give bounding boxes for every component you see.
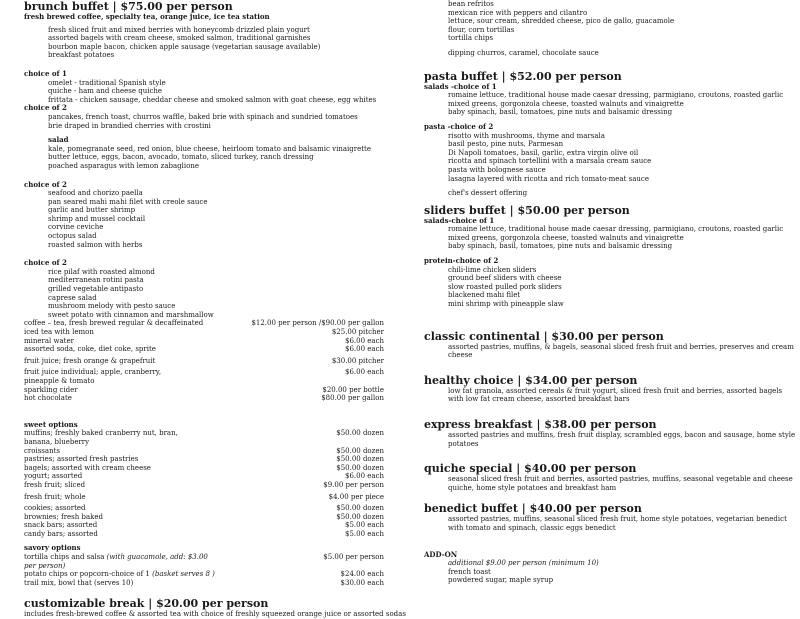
item-price: $20.00 per bottle (322, 385, 384, 394)
list-item: mini shrimp with pineapple slaw (448, 300, 564, 309)
list-item: butter lettuce, eggs, bacon, avocado, tomato, sliced turkey, ranch dressing (48, 153, 314, 162)
table-row (24, 521, 384, 530)
table-row (24, 386, 384, 395)
list-item: powdered sugar, maple syrup (448, 576, 554, 585)
item-label: trail mix, bowl that (serves 10) (24, 578, 134, 587)
table-row (24, 447, 384, 456)
item-price: $30.00 pitcher (331, 356, 384, 365)
list-item: roasted salmon with herbs (48, 240, 143, 249)
item-name: coffee – tea, fresh brewed regular & decaffeinated (24, 319, 204, 328)
sliders-salads-heading: salads-choice of 1 (424, 215, 495, 225)
item-price: $6.00 each (344, 472, 384, 481)
quiche-title: quiche special | $40.00 per person (424, 462, 637, 476)
table-row (24, 481, 384, 490)
list-item: shrimp and mussel cocktail (48, 214, 146, 223)
item-price: $6.00 each (344, 345, 384, 354)
item-name: iced tea with lemon (24, 328, 94, 336)
item-name: fresh fruit; whole (24, 492, 86, 501)
item-note: (with guacamole, add: $3.00 per person) (24, 553, 208, 570)
custom-break-title: customizable break | $20.00 per person (24, 597, 269, 611)
choice2a-list (24, 113, 384, 130)
sliders-protein-heading: protein-choice of 2 (424, 256, 499, 266)
item-name: snack bars; assorted (24, 521, 98, 530)
item-name: yogurt; assorted (24, 472, 83, 481)
item-name (24, 553, 219, 570)
item-name (24, 570, 333, 579)
list-item: kale, pomegranate seed, red onion, blue cheese, heirloom tomato and balsamic vinaigrette (48, 144, 371, 153)
continental-desc: assorted pastries, muffins, & bagels, seasonal sliced fresh fruit and berries, preserves and cream cheese (448, 342, 794, 360)
list-item: seafood and chorizo paella (48, 189, 143, 198)
item-price: $80.00 per gallon (321, 394, 384, 403)
table-row (24, 553, 384, 570)
choice2b-heading: choice of 2 (24, 179, 67, 189)
brunch-intro-list (24, 26, 384, 60)
list-item: garlic and butter shrimp (48, 206, 136, 215)
list-item: ground beef sliders with cheese (448, 274, 562, 283)
pasta-salads-list (424, 91, 796, 117)
list-item: pasta with bolognese sauce (448, 165, 546, 174)
table-row (24, 504, 384, 513)
item-price: $24.00 each (340, 570, 384, 579)
item-label: tortilla chips and salsa (24, 553, 105, 562)
list-item: mixed greens, gorgonzola cheese, toasted walnuts and vinaigrette (448, 99, 684, 108)
item-price: $50.00 dozen (336, 512, 384, 521)
item-name: croissants (24, 446, 60, 455)
list-item: romaine lettuce, traditional house made caesar dressing, parmigiano, croutons, roasted garlic (448, 225, 784, 234)
table-row (24, 472, 384, 481)
list-item: romaine lettuce, traditional house made caesar dressing, parmigiano, croutons, roasted garlic (448, 91, 784, 100)
taco-list (424, 0, 796, 58)
custom-break-line: includes fresh-brewed coffee & assorted tea with choice of freshly squeezed orange juice or assorted sodas (24, 610, 406, 619)
item-price: $50.00 dozen (336, 455, 384, 464)
table-row (24, 513, 384, 522)
list-item: mushroom melody with pesto sauce (48, 302, 176, 311)
savory-heading: savory options (24, 543, 81, 553)
table-row (24, 328, 384, 337)
list-item: dipping churros, caramel, chocolate sauce (448, 48, 599, 57)
choice2a-heading: choice of 2 (24, 103, 67, 113)
salad-heading: salad (48, 135, 69, 145)
beverages-list (24, 319, 384, 402)
benedict-desc: assorted pastries, muffins, seasonal sliced fresh fruit, home style potatoes, vegetarian benedict with tomato and spinach, classic eggs benedict (448, 515, 787, 532)
table-row (24, 464, 384, 473)
item-price: $25.00 pitcher (331, 328, 384, 336)
left-column (24, 0, 406, 619)
pasta-title: pasta buffet | $52.00 per person (424, 69, 622, 83)
choice2c-list (24, 268, 384, 320)
table-row (24, 455, 384, 464)
healthy-title: healthy choice | $34.00 per person (424, 373, 638, 387)
list-item: assorted bagels with cream cheese, smoked salmon, traditional garnishes (48, 34, 311, 43)
item-name: hot chocolate (24, 394, 72, 403)
item-name: mineral water (24, 336, 74, 345)
item-price: $6.00 each (344, 336, 384, 345)
benedict-title: benedict buffet | $40.00 per person (424, 502, 642, 516)
list-item: basil pesto, pine nuts, Parmesan (448, 140, 564, 149)
choice1-list (24, 79, 384, 105)
table-row (24, 319, 384, 328)
list-item: chili-lime chicken sliders (448, 265, 537, 274)
addon-note: additional $9.00 per person (minimum 10) (448, 559, 599, 568)
list-item: tortilla chips (448, 34, 494, 43)
brunch-title: brunch buffet | $75.00 per person (24, 0, 233, 13)
item-price: $50.00 dozen (336, 446, 384, 455)
table-row (24, 530, 384, 539)
sliders-protein-list (424, 265, 796, 309)
pasta-salads-heading: salads -choice of 1 (424, 81, 497, 91)
healthy-desc: low fat granola, assorted cereals & fruit yogurt, sliced fresh fruit and berries, assorted bagels with low fat cream cheese, assorted breakfast bars (448, 386, 783, 404)
item-price: $50.00 dozen (336, 463, 384, 472)
list-item: lettuce, sour cream, shredded cheese, pico de gallo, guacamole (448, 17, 675, 26)
brunch-subtitle: fresh brewed coffee, specialty tea, orange juice, ice tea station (24, 12, 270, 21)
addon-list (424, 559, 796, 585)
item-price: $5.00 each (344, 529, 384, 538)
list-item: breakfast potatoes (48, 51, 115, 60)
addon-heading: ADD-ON (424, 549, 458, 559)
list-item: mediterranean rotini pasta (48, 276, 144, 285)
item-price: $12.00 per person /$90.00 per gallon (251, 319, 384, 328)
sweets-heading: sweet options (24, 419, 78, 429)
item-name: candy bars; assorted (24, 529, 98, 538)
list-item: baby spinach, basil, tomatoes, pine nuts and balsamic dressing (448, 108, 673, 117)
choice2c-heading: choice of 2 (24, 258, 67, 268)
list-item: mixed greens, gorgonzola cheese, toasted walnuts and vinaigrette (448, 233, 684, 242)
list-item: chef's dessert offering (448, 189, 528, 198)
express-title: express breakfast | $38.00 per person (424, 418, 657, 432)
item-price: $50.00 dozen (336, 429, 384, 438)
continental-title: classic continental | $30.00 per person (424, 329, 664, 343)
item-price: $6.00 each (344, 368, 384, 377)
choice2b-list (24, 189, 384, 249)
quiche-desc: seasonal sliced fresh fruit and berries, assorted pastries, muffins, seasonal vegetable and cheese quiche, home style potatoes and breakfast ham (448, 475, 793, 492)
table-row (24, 345, 384, 354)
list-item: Di Napoli tomatoes, basil, garlic, extra virgin olive oil (448, 148, 639, 157)
list-item: poached asparagus with lemon zabaglione (48, 161, 199, 170)
sliders-salads-list (424, 225, 796, 251)
item-label: potato chips or popcorn-choice of 1 (24, 570, 150, 579)
item-price: $5.00 each (344, 521, 384, 530)
list-item: risotto with mushrooms, thyme and marsala (448, 131, 605, 140)
table-row (24, 429, 384, 446)
list-item: blackened mahi filet (448, 291, 521, 300)
list-item: flour, corn tortillas (448, 25, 515, 34)
list-item: frittata - chicken sausage, cheddar cheese and smoked salmon with goat cheese, egg whites (48, 95, 377, 104)
list-item: french toast (448, 567, 491, 576)
pasta-choice-list (424, 132, 796, 198)
list-item: pan seared mahi mahi filet with creole sauce (48, 197, 208, 206)
pasta-choice-heading: pasta -choice of 2 (424, 121, 494, 131)
list-item: grilled vegetable antipasto (48, 285, 144, 294)
list-item: bourbon maple bacon, chicken apple sausage (vegetarian sausage available) (48, 42, 321, 51)
list-item: sweet potato with cinnamon and marshmallow (48, 310, 214, 319)
table-row (24, 394, 384, 403)
right-column (424, 0, 796, 585)
table-row (24, 570, 384, 579)
item-name: fruit juice; fresh orange & grapefruit (24, 356, 156, 365)
item-name: bagels; assorted with cream cheese (24, 463, 151, 472)
item-name: pastries; assorted fresh pastries (24, 455, 139, 464)
item-name: fruit juice individual; apple, cranberry, pineapple & tomato (24, 368, 162, 385)
list-item: corvine ceviche (48, 223, 104, 232)
salad-list (24, 145, 384, 171)
list-item: ricotta and spinach tortellini with a marsala cream sauce (448, 157, 652, 166)
table-row (24, 493, 384, 502)
table-row (24, 368, 384, 385)
item-price: $50.00 dozen (336, 504, 384, 513)
sliders-title: sliders buffet | $50.00 per person (424, 203, 630, 217)
item-price: $4.00 per piece (328, 492, 384, 501)
list-item: omelet - traditional Spanish style (48, 78, 166, 87)
list-item: mexican rice with peppers and cilantro (448, 8, 588, 17)
savory-list (24, 553, 384, 587)
list-item: caprese salad (48, 293, 97, 302)
list-item: octopus salad (48, 232, 97, 241)
list-item: quiche - ham and cheese quiche (48, 87, 163, 96)
item-note: (basket serves 8 ) (152, 570, 215, 579)
item-price: $5.00 per person (323, 553, 384, 562)
item-price: $9.00 per person (323, 480, 384, 489)
item-name: muffins; freshly baked cranberry nut, bran, banana, blueberry (24, 429, 178, 446)
list-item: baby spinach, basil, tomatoes, pine nuts and balsamic dressing (448, 242, 673, 251)
express-desc: assorted pastries and muffins, fresh fruit display, scrambled eggs, bacon and sausage, home style potatoes (448, 431, 796, 448)
item-name: fresh fruit; sliced (24, 480, 86, 489)
item-name: cookies; assorted (24, 504, 86, 513)
list-item: brie draped in brandied cherries with crostini (48, 121, 211, 130)
list-item: slow roasted pulled pork sliders (448, 282, 562, 291)
list-item: lasagna layered with ricotta and rich tomato-meat sauce (448, 174, 649, 183)
list-item: pancakes, french toast, churros waffle, baked brie with spinach and sundried tomatoes (48, 112, 358, 121)
list-item: rice pilaf with roasted almond (48, 267, 155, 276)
sweets-list (24, 429, 384, 538)
table-row (24, 357, 384, 366)
list-item: fresh sliced fruit and mixed berries with honeycomb drizzled plain yogurt (48, 25, 310, 34)
table-row (24, 579, 384, 588)
item-name: brownies; fresh baked (24, 512, 104, 521)
list-item: bean refritos (448, 0, 494, 8)
item-name: sparkling cider (24, 385, 78, 394)
item-name: assorted soda, coke, diet coke, sprite (24, 345, 156, 354)
item-name (24, 579, 333, 588)
table-row (24, 337, 384, 346)
item-price: $30.00 each (340, 578, 384, 587)
choice1-heading: choice of 1 (24, 68, 67, 78)
